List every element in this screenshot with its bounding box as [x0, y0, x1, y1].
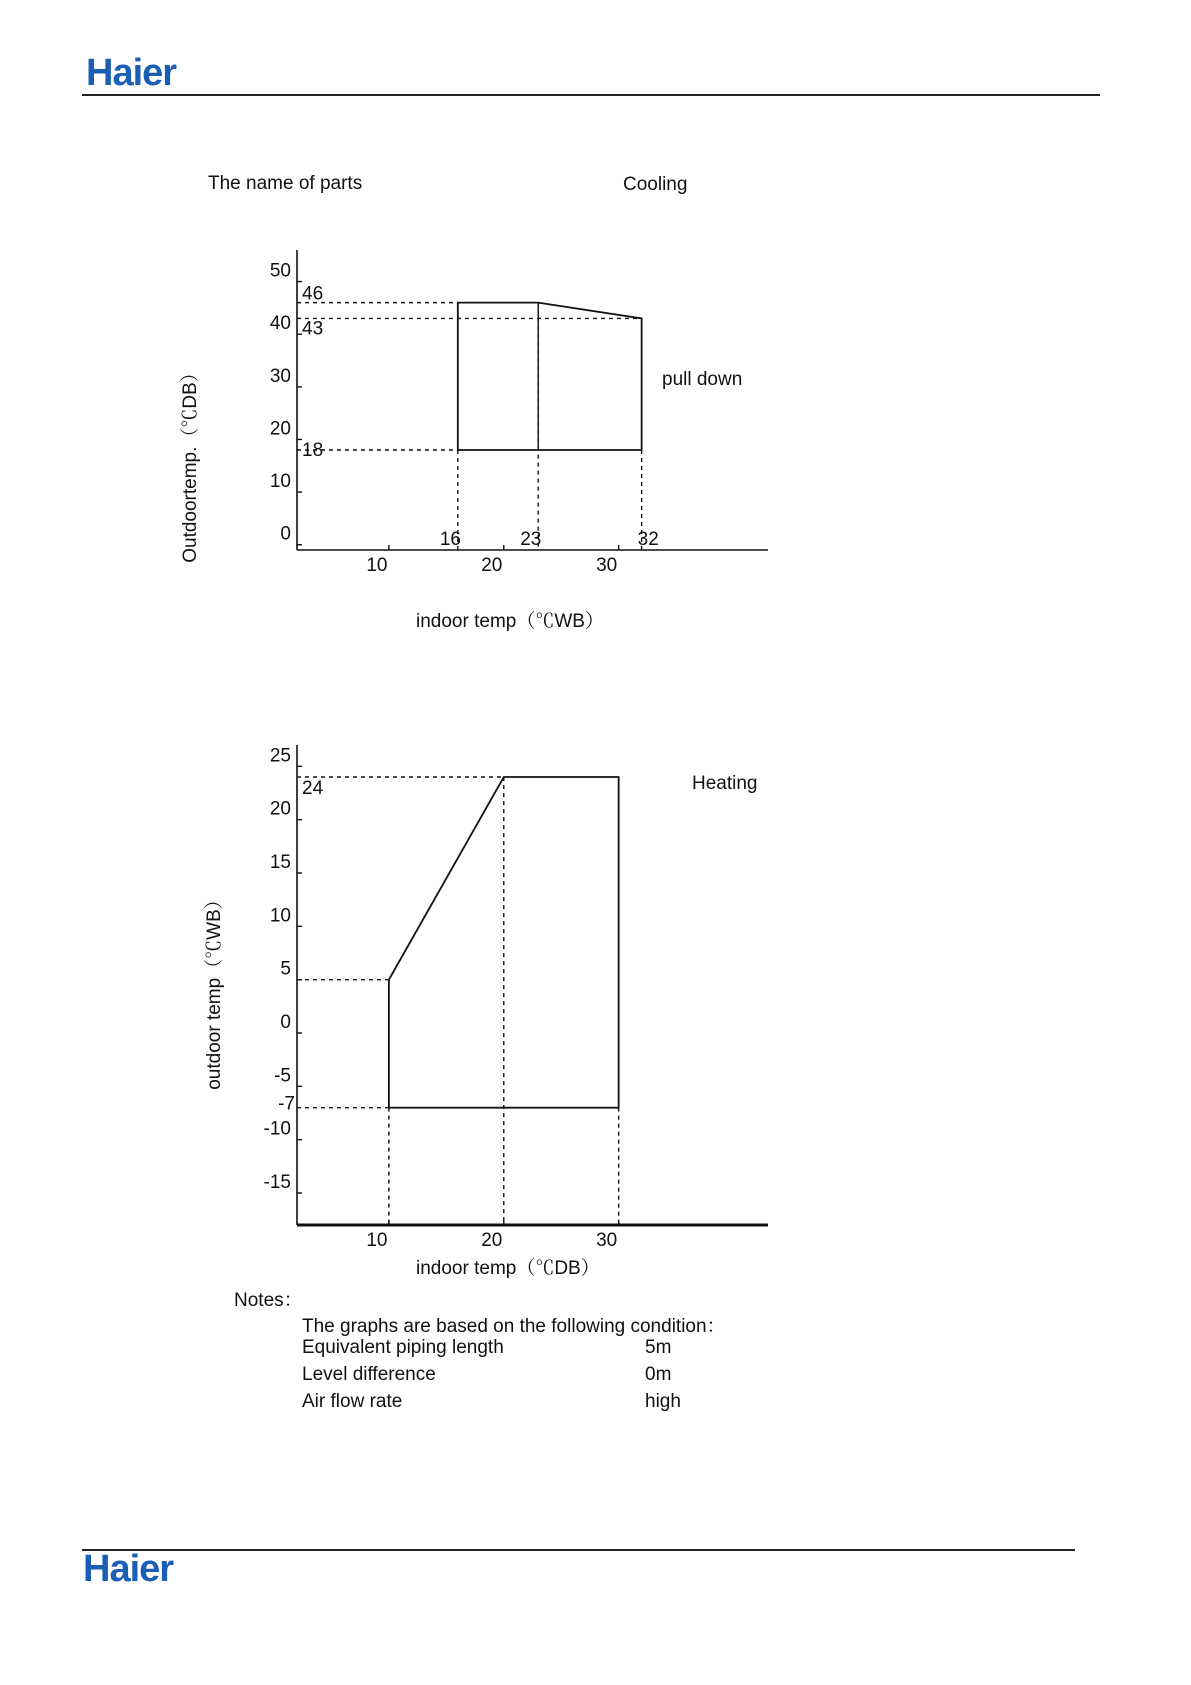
- heating-x-axis-label: indoor temp（℃DB）: [416, 1258, 600, 1279]
- cooling-point-label: 16: [439, 529, 461, 550]
- cooling-x-tick-label: 20: [481, 555, 503, 576]
- heating-y-tick-label: 10: [269, 905, 291, 927]
- cooling-y-tick-label: 40: [269, 313, 291, 335]
- heating-point-label: -7: [278, 1093, 295, 1115]
- cooling-annotation: pull down: [662, 369, 743, 390]
- heating-y-tick-label: -5: [274, 1065, 291, 1087]
- heating-y-tick-label: 15: [269, 852, 291, 873]
- heating-y-tick-label: -15: [263, 1172, 291, 1193]
- heating-y-tick-label: 0: [280, 1012, 291, 1033]
- cooling-point-label: 46: [302, 283, 324, 305]
- cooling-y-tick-label: 0: [280, 523, 291, 545]
- note-value: high: [645, 1391, 681, 1412]
- cooling-title: Cooling: [623, 174, 688, 195]
- cooling-point-label: 18: [302, 440, 324, 461]
- cooling-x-tick-label: 10: [366, 555, 388, 576]
- cooling-point-label: 43: [302, 318, 324, 340]
- brand-logo: Haier: [83, 1548, 174, 1590]
- heating-title: Heating: [692, 773, 758, 794]
- brand-logo: Haier: [86, 52, 177, 94]
- note-label: Level difference: [302, 1364, 436, 1385]
- heating-point-label: 24: [302, 778, 324, 799]
- heating-x-tick-label: 10: [366, 1230, 388, 1251]
- heating-y-axis-label: outdoor temp（℃WB）: [204, 890, 225, 1090]
- cooling-y-axis-label: Outdoortemp.（℃DB）: [180, 363, 201, 563]
- notes-intro: The graphs are based on the following condition：: [302, 1316, 726, 1337]
- note-value: 0m: [645, 1364, 672, 1385]
- cooling-operating-region: [458, 303, 642, 450]
- note-value: 5m: [645, 1337, 672, 1358]
- heating-y-tick-label: 5: [280, 958, 291, 980]
- cooling-y-tick-label: 30: [269, 365, 291, 387]
- note-label: Air flow rate: [302, 1391, 403, 1412]
- footer-rule: [82, 1549, 1075, 1551]
- note-label: Equivalent piping length: [302, 1337, 504, 1358]
- cooling-y-tick-label: 50: [269, 260, 291, 282]
- heating-x-tick-label: 20: [481, 1230, 503, 1251]
- cooling-point-label: 23: [520, 529, 542, 550]
- cooling-point-label: 32: [637, 529, 659, 550]
- header-left-label: The name of parts: [208, 173, 363, 194]
- heating-x-tick-label: 30: [596, 1230, 618, 1251]
- heating-y-tick-label: -10: [263, 1118, 291, 1140]
- heating-y-tick-label: 25: [269, 745, 291, 767]
- heating-y-tick-label: 20: [269, 798, 291, 820]
- cooling-y-tick-label: 10: [269, 471, 291, 493]
- cooling-y-tick-label: 20: [269, 418, 291, 440]
- cooling-x-axis-label: indoor temp（℃WB）: [416, 611, 604, 632]
- cooling-x-tick-label: 30: [596, 555, 618, 576]
- notes-heading: Notes：: [234, 1290, 303, 1311]
